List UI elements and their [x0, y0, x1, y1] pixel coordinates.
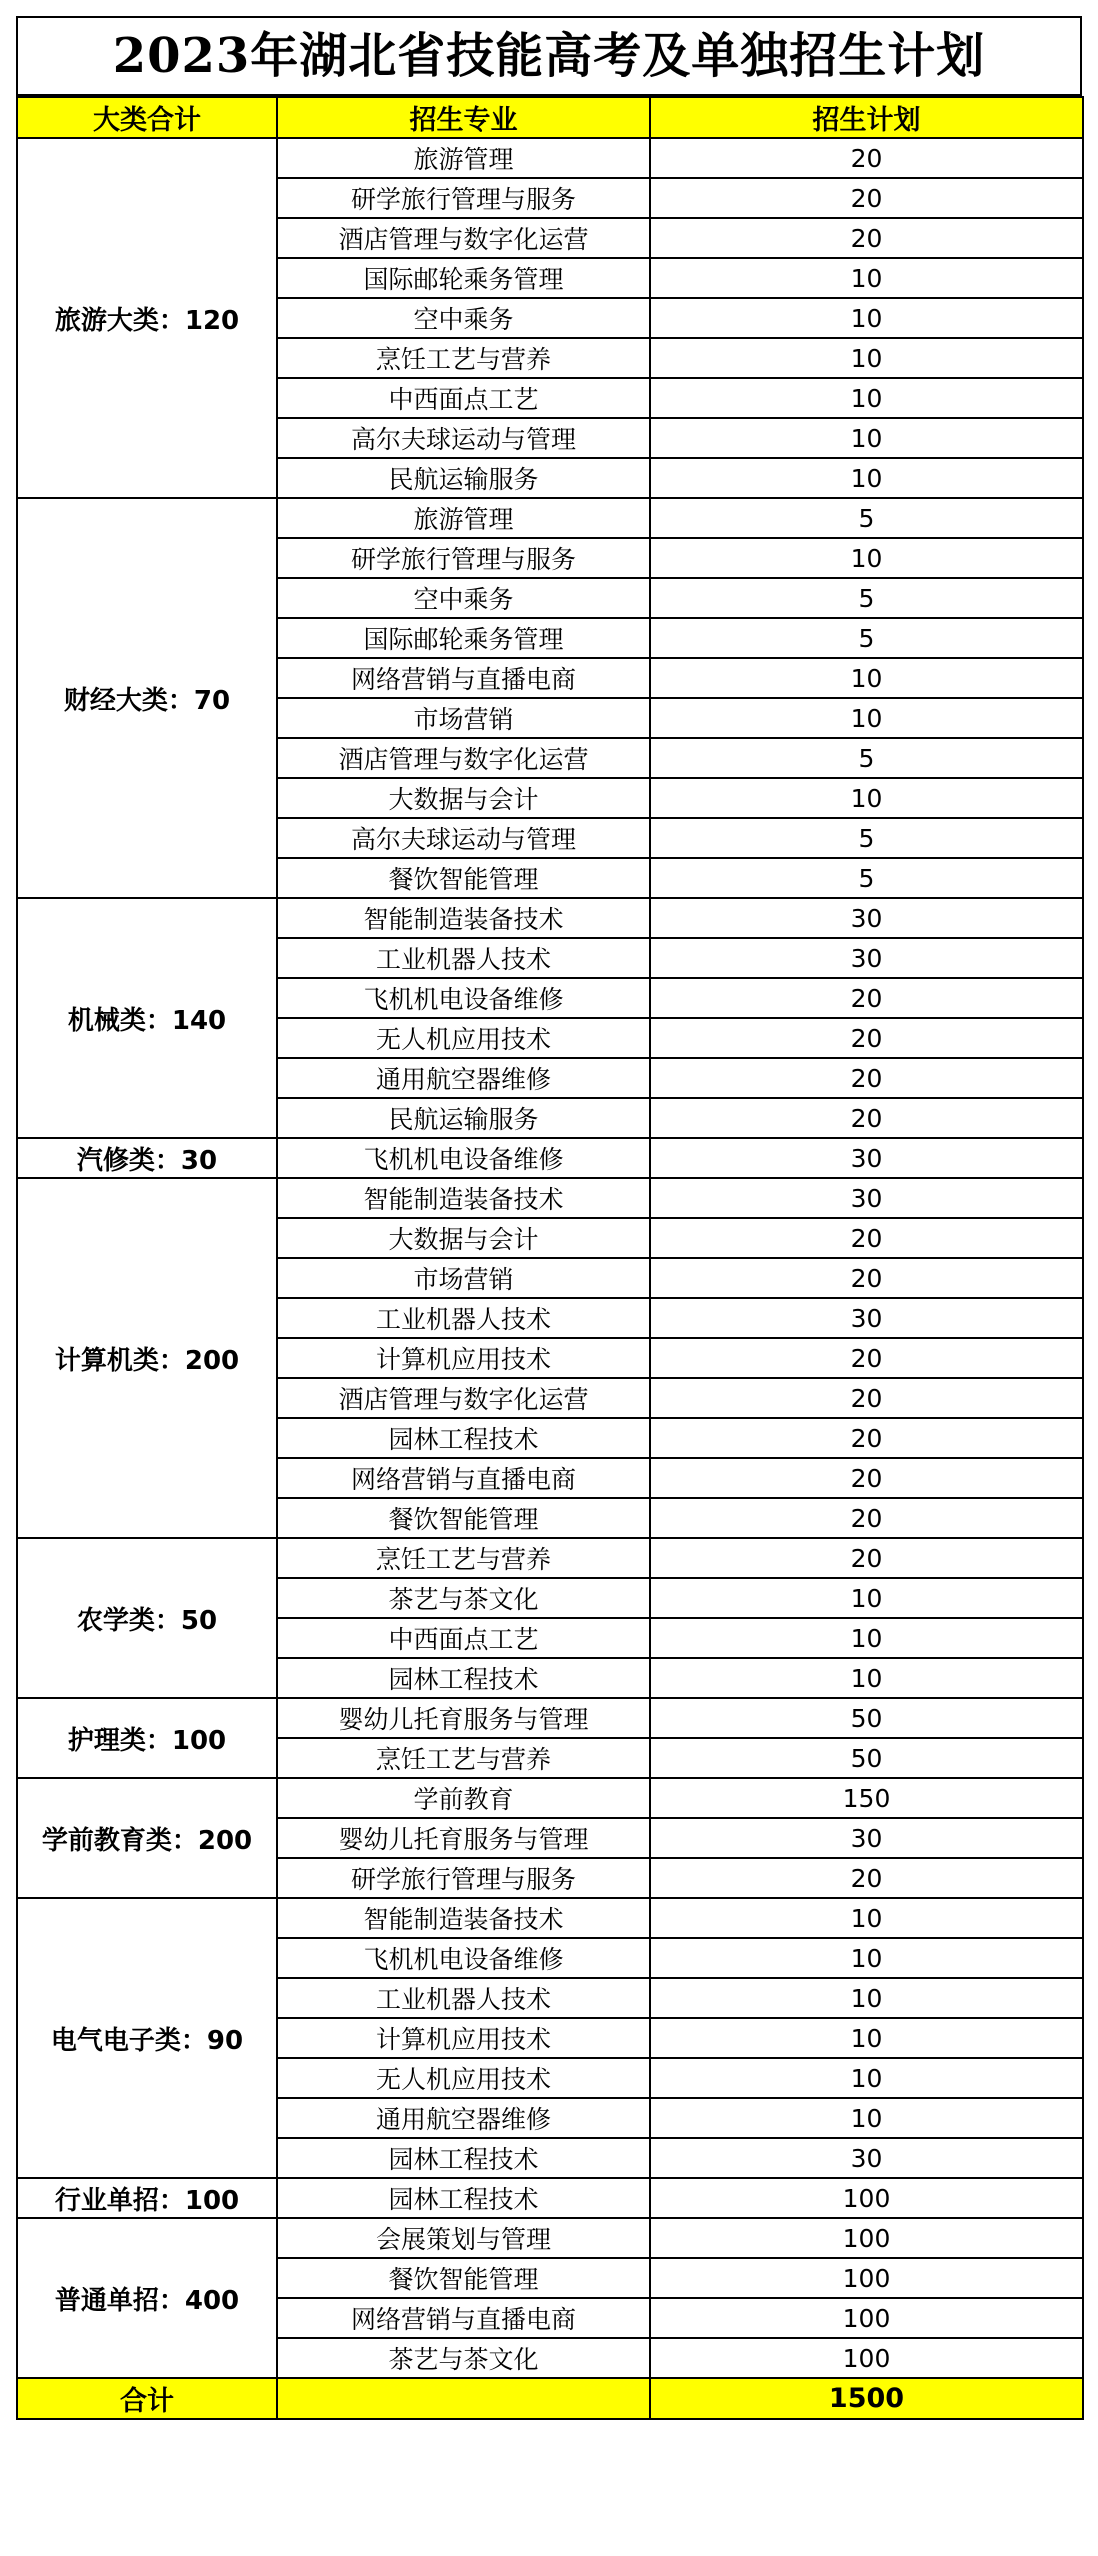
major-cell: 学前教育 — [277, 1778, 650, 1818]
header-major: 招生专业 — [277, 97, 650, 138]
category-cell: 计算机类：200 — [17, 1178, 277, 1538]
major-cell: 市场营销 — [277, 1258, 650, 1298]
table-row — [17, 2218, 1083, 2258]
major-cell: 中西面点工艺 — [277, 378, 650, 418]
plan-cell: 5 — [650, 858, 1083, 898]
plan-cell: 20 — [650, 1338, 1083, 1378]
header-plan: 招生计划 — [650, 97, 1083, 138]
category-cell: 护理类：100 — [17, 1698, 277, 1778]
plan-cell: 150 — [650, 1778, 1083, 1818]
plan-cell: 100 — [650, 2258, 1083, 2298]
table-row — [17, 498, 1083, 538]
category-cell: 汽修类：30 — [17, 1138, 277, 1178]
major-cell: 旅游管理 — [277, 498, 650, 538]
major-cell: 飞机机电设备维修 — [277, 1138, 650, 1178]
plan-cell: 20 — [650, 978, 1083, 1018]
plan-cell: 30 — [650, 1138, 1083, 1178]
major-cell: 国际邮轮乘务管理 — [277, 258, 650, 298]
plan-cell: 10 — [650, 1938, 1083, 1978]
major-cell: 智能制造装备技术 — [277, 1178, 650, 1218]
plan-cell: 5 — [650, 578, 1083, 618]
table-body — [17, 138, 1083, 2378]
plan-cell: 30 — [650, 1298, 1083, 1338]
major-cell: 通用航空器维修 — [277, 2098, 650, 2138]
plan-cell: 10 — [650, 538, 1083, 578]
plan-cell: 30 — [650, 1178, 1083, 1218]
major-cell: 婴幼儿托育服务与管理 — [277, 1698, 650, 1738]
plan-cell: 10 — [650, 258, 1083, 298]
table-row — [17, 898, 1083, 938]
plan-cell: 10 — [650, 658, 1083, 698]
plan-cell: 20 — [650, 1498, 1083, 1538]
major-cell: 无人机应用技术 — [277, 2058, 650, 2098]
major-cell: 烹饪工艺与营养 — [277, 1738, 650, 1778]
plan-cell: 30 — [650, 1818, 1083, 1858]
total-value: 1500 — [650, 2378, 1083, 2419]
major-cell: 研学旅行管理与服务 — [277, 178, 650, 218]
major-cell: 旅游管理 — [277, 138, 650, 178]
plan-cell: 20 — [650, 1858, 1083, 1898]
plan-cell: 10 — [650, 778, 1083, 818]
major-cell: 市场营销 — [277, 698, 650, 738]
table-row — [17, 2178, 1083, 2218]
major-cell: 智能制造装备技术 — [277, 1898, 650, 1938]
plan-cell: 5 — [650, 618, 1083, 658]
major-cell: 高尔夫球运动与管理 — [277, 818, 650, 858]
major-cell: 婴幼儿托育服务与管理 — [277, 1818, 650, 1858]
total-row — [17, 2378, 1083, 2419]
plan-cell: 20 — [650, 1378, 1083, 1418]
major-cell: 研学旅行管理与服务 — [277, 538, 650, 578]
plan-cell: 5 — [650, 818, 1083, 858]
category-cell: 行业单招：100 — [17, 2178, 277, 2218]
major-cell: 网络营销与直播电商 — [277, 2298, 650, 2338]
category-cell: 财经大类：70 — [17, 498, 277, 898]
total-label: 合计 — [17, 2378, 277, 2419]
plan-cell: 20 — [650, 138, 1083, 178]
major-cell: 大数据与会计 — [277, 778, 650, 818]
plan-cell: 100 — [650, 2218, 1083, 2258]
plan-cell: 10 — [650, 338, 1083, 378]
plan-cell: 20 — [650, 1058, 1083, 1098]
major-cell: 飞机机电设备维修 — [277, 1938, 650, 1978]
header-category: 大类合计 — [17, 97, 277, 138]
plan-cell: 10 — [650, 1658, 1083, 1698]
major-cell: 酒店管理与数字化运营 — [277, 738, 650, 778]
plan-cell: 20 — [650, 178, 1083, 218]
major-cell: 民航运输服务 — [277, 1098, 650, 1138]
plan-cell: 20 — [650, 218, 1083, 258]
plan-cell: 20 — [650, 1538, 1083, 1578]
major-cell: 工业机器人技术 — [277, 1978, 650, 2018]
table-row — [17, 1698, 1083, 1738]
plan-cell: 50 — [650, 1698, 1083, 1738]
plan-cell: 20 — [650, 1258, 1083, 1298]
major-cell: 高尔夫球运动与管理 — [277, 418, 650, 458]
header-row — [17, 97, 1083, 138]
major-cell: 烹饪工艺与营养 — [277, 338, 650, 378]
plan-cell: 10 — [650, 2098, 1083, 2138]
plan-cell: 10 — [650, 2018, 1083, 2058]
category-cell: 电气电子类：90 — [17, 1898, 277, 2178]
major-cell: 网络营销与直播电商 — [277, 658, 650, 698]
major-cell: 餐饮智能管理 — [277, 2258, 650, 2298]
major-cell: 中西面点工艺 — [277, 1618, 650, 1658]
major-cell: 工业机器人技术 — [277, 938, 650, 978]
plan-cell: 10 — [650, 1618, 1083, 1658]
major-cell: 民航运输服务 — [277, 458, 650, 498]
table-row — [17, 1538, 1083, 1578]
plan-cell: 5 — [650, 498, 1083, 538]
plan-cell: 30 — [650, 938, 1083, 978]
major-cell: 茶艺与茶文化 — [277, 1578, 650, 1618]
major-cell: 餐饮智能管理 — [277, 1498, 650, 1538]
category-cell: 学前教育类：200 — [17, 1778, 277, 1898]
enrollment-table — [16, 96, 1084, 2420]
major-cell: 茶艺与茶文化 — [277, 2338, 650, 2378]
plan-cell: 50 — [650, 1738, 1083, 1778]
plan-cell: 10 — [650, 1578, 1083, 1618]
table-row — [17, 1898, 1083, 1938]
plan-cell: 100 — [650, 2338, 1083, 2378]
plan-cell: 10 — [650, 1978, 1083, 2018]
table-row — [17, 138, 1083, 178]
major-cell: 园林工程技术 — [277, 1418, 650, 1458]
plan-cell: 5 — [650, 738, 1083, 778]
major-cell: 酒店管理与数字化运营 — [277, 1378, 650, 1418]
major-cell: 国际邮轮乘务管理 — [277, 618, 650, 658]
major-cell: 空中乘务 — [277, 578, 650, 618]
plan-cell: 100 — [650, 2178, 1083, 2218]
major-cell: 园林工程技术 — [277, 1658, 650, 1698]
plan-cell: 10 — [650, 458, 1083, 498]
table-row — [17, 1138, 1083, 1178]
category-cell: 旅游大类：120 — [17, 138, 277, 498]
major-cell: 工业机器人技术 — [277, 1298, 650, 1338]
major-cell: 餐饮智能管理 — [277, 858, 650, 898]
major-cell: 园林工程技术 — [277, 2138, 650, 2178]
category-cell: 机械类：140 — [17, 898, 277, 1138]
major-cell: 计算机应用技术 — [277, 2018, 650, 2058]
plan-cell: 30 — [650, 2138, 1083, 2178]
major-cell: 网络营销与直播电商 — [277, 1458, 650, 1498]
table-row — [17, 1778, 1083, 1818]
plan-cell: 10 — [650, 2058, 1083, 2098]
total-spacer — [277, 2378, 650, 2419]
major-cell: 通用航空器维修 — [277, 1058, 650, 1098]
major-cell: 空中乘务 — [277, 298, 650, 338]
major-cell: 智能制造装备技术 — [277, 898, 650, 938]
category-cell: 农学类：50 — [17, 1538, 277, 1698]
major-cell: 酒店管理与数字化运营 — [277, 218, 650, 258]
plan-cell: 20 — [650, 1098, 1083, 1138]
enrollment-plan-sheet — [16, 16, 1082, 2420]
major-cell: 无人机应用技术 — [277, 1018, 650, 1058]
major-cell: 大数据与会计 — [277, 1218, 650, 1258]
table-row — [17, 1178, 1083, 1218]
plan-cell: 20 — [650, 1418, 1083, 1458]
plan-cell: 10 — [650, 1898, 1083, 1938]
plan-cell: 20 — [650, 1458, 1083, 1498]
category-cell: 普通单招：400 — [17, 2218, 277, 2378]
page-title: 2023年湖北省技能高考及单独招生计划 — [16, 16, 1082, 96]
plan-cell: 10 — [650, 298, 1083, 338]
plan-cell: 100 — [650, 2298, 1083, 2338]
plan-cell: 20 — [650, 1218, 1083, 1258]
plan-cell: 10 — [650, 418, 1083, 458]
major-cell: 园林工程技术 — [277, 2178, 650, 2218]
major-cell: 研学旅行管理与服务 — [277, 1858, 650, 1898]
plan-cell: 20 — [650, 1018, 1083, 1058]
major-cell: 计算机应用技术 — [277, 1338, 650, 1378]
plan-cell: 10 — [650, 378, 1083, 418]
plan-cell: 10 — [650, 698, 1083, 738]
major-cell: 会展策划与管理 — [277, 2218, 650, 2258]
major-cell: 烹饪工艺与营养 — [277, 1538, 650, 1578]
major-cell: 飞机机电设备维修 — [277, 978, 650, 1018]
plan-cell: 30 — [650, 898, 1083, 938]
